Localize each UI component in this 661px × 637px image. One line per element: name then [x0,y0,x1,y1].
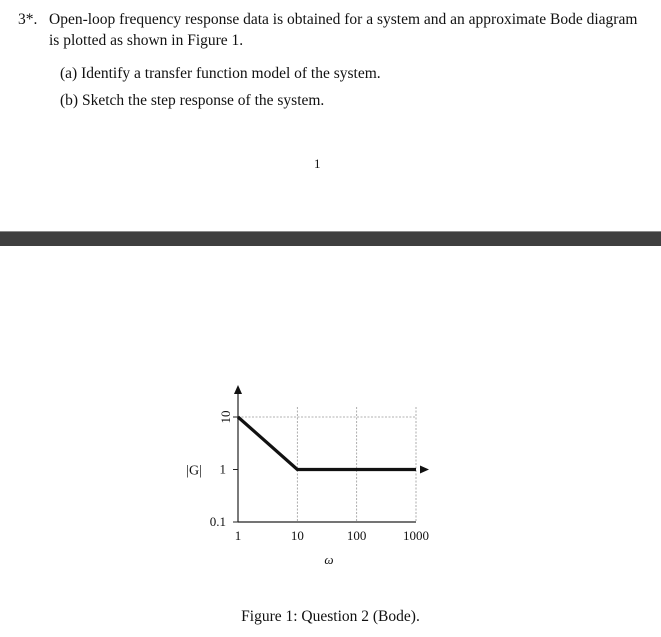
y-axis-arrow [234,385,242,394]
question-text: Open-loop frequency response data is obtained for a system and an approximate Bode diagram is plotted as shown in Figure 1. [49,11,638,49]
y-tick-label: 0.1 [209,514,226,529]
y-tick-label: 1 [219,461,226,477]
part-label: (a) [60,65,78,82]
bode-plot [170,330,460,590]
figure-caption: Figure 1: Question 2 (Bode). [241,608,420,625]
bode-figure [170,330,460,590]
part-label: (b) [60,92,79,109]
question-part-b [60,92,324,110]
x-tick-label: 100 [346,528,367,543]
y-tick-label: 10 [218,410,233,424]
series-line [238,417,416,470]
series-arrow [420,466,429,474]
x-tick-label: 1 [234,528,242,543]
question-part-a [60,65,381,83]
question-number: 3*. [18,11,38,28]
x-tick-label: 1000 [403,528,429,543]
x-tick-label: 10 [290,528,304,543]
part-text: Identify a transfer function model of the system. [81,65,381,82]
page-number: 1 [314,156,321,171]
x-axis-label: ω [324,552,334,567]
page-divider [0,231,661,246]
part-text: Sketch the step response of the system. [81,92,325,109]
y-axis-label: |G| [186,463,202,479]
